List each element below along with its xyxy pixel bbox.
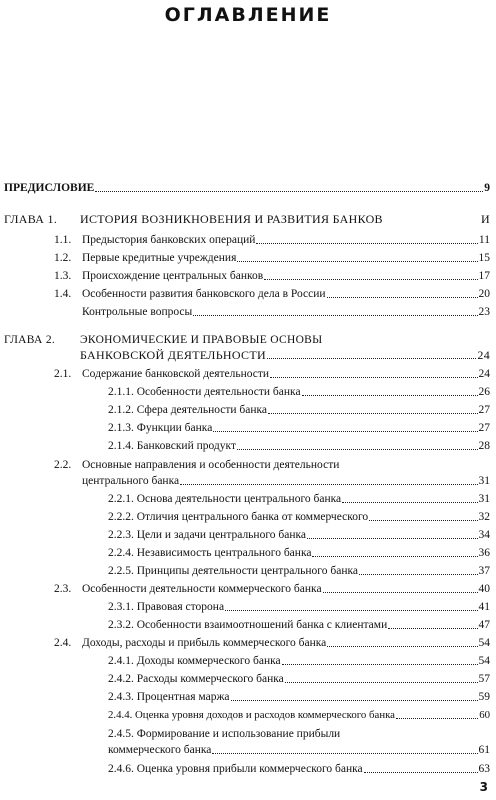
toc-entry-text: центрального банка (82, 475, 180, 487)
toc-entry[interactable] (54, 287, 490, 301)
toc-entry-number: 2.4. (54, 637, 72, 649)
leader-dots (342, 501, 477, 503)
toc-entry-text: Особенности развития банковского дела в России (82, 288, 326, 300)
toc-entry-number: 1.3. (54, 270, 72, 282)
toc-entry-page: 47 (478, 619, 490, 631)
toc-subsection[interactable] (108, 439, 490, 453)
toc-entry-text: 2.2.1. Основа деятельности центрального банка (108, 493, 342, 505)
toc-entry-page: 9 (484, 182, 490, 194)
leader-dots (323, 591, 478, 593)
toc-entry-page: 34 (478, 529, 490, 541)
toc-entry-number: 2.2. (54, 459, 72, 471)
toc-entry-page: 36 (478, 547, 490, 559)
toc-entry[interactable] (54, 233, 490, 247)
toc-entry-page: 37 (478, 565, 490, 577)
page-title: ОГЛАВЛЕНИЕ (164, 4, 332, 26)
toc-section-2-4[interactable] (54, 636, 490, 650)
toc-subsection[interactable] (108, 403, 490, 417)
toc-entry-text: 2.4.6. Оценка уровня прибыли коммерческого банка (108, 763, 363, 775)
leader-dots (95, 190, 483, 192)
toc-subsection[interactable] (108, 743, 490, 757)
toc-entry-text: Основные направления и особенности деятельности (82, 459, 340, 471)
toc-entry-text: Происхождение центральных банков (82, 270, 264, 282)
leader-dots (327, 645, 477, 647)
chapter-number: ГЛАВА 1. (4, 212, 58, 226)
toc-entry-text: 2.2.2. Отличия центрального банка от коммерческого (108, 511, 369, 523)
toc-entry-page: 27 (478, 404, 490, 416)
toc-subsection[interactable] (108, 672, 490, 686)
toc-subsection[interactable] (108, 492, 490, 506)
toc-entry-page: 17 (478, 270, 490, 282)
toc-entry-page: 59 (478, 691, 490, 703)
toc-entry-page: 23 (478, 306, 490, 318)
toc-subsection[interactable] (108, 618, 490, 632)
leader-dots (268, 412, 477, 414)
toc-subsection[interactable] (108, 654, 490, 668)
toc-entry-text: 2.4.5. Формирование и использование прибыли (108, 728, 341, 740)
chapter-title-line: ЭКОНОМИЧЕСКИЕ И ПРАВОВЫЕ ОСНОВЫ (80, 334, 323, 346)
leader-dots (307, 537, 477, 539)
toc-entry-page: 60 (479, 709, 490, 721)
leader-dots (256, 242, 478, 244)
toc-entry-text: 2.1.1. Особенности деятельности банка (108, 386, 301, 398)
toc-entry-text: 2.4.2. Расходы коммерческого банка (108, 673, 284, 685)
toc-entry-text: ПРЕДИСЛОВИЕ (4, 182, 95, 194)
toc-entry-page: 27 (478, 422, 490, 434)
toc-entry-page: 24 (478, 368, 490, 380)
toc-entry-text: 2.3.1. Правовая сторона (108, 601, 225, 613)
leader-dots (388, 627, 477, 629)
leader-dots (193, 314, 477, 316)
toc-entry-review-questions[interactable] (82, 305, 490, 319)
leader-dots (270, 376, 477, 378)
toc-entry-page: 24 (477, 348, 490, 362)
toc-entry-text: Доходы, расходы и прибыль коммерческого банка (82, 637, 327, 649)
toc-entry-text: Особенности деятельности коммерческого банка (82, 583, 322, 595)
leader-dots (237, 448, 478, 450)
leader-dots (364, 771, 478, 773)
toc-entry-number: 1.1. (54, 234, 72, 246)
toc-entry-page: 63 (478, 763, 490, 775)
chapter-title-line: БАНКОВСКОЙ ДЕЯТЕЛЬНОСТИ (80, 348, 266, 362)
toc-entry-page: 57 (478, 673, 490, 685)
page-number: 3 (479, 780, 488, 794)
toc-entry-text: 2.2.4. Независимость центрального банка (108, 547, 312, 559)
toc-entry-page: 28 (478, 440, 490, 452)
leader-dots (312, 555, 477, 557)
toc-entry-text: 2.2.5. Принципы деятельности центрального банка (108, 565, 358, 577)
toc-entry[interactable] (54, 251, 490, 265)
leader-dots (302, 394, 478, 396)
leader-dots (180, 483, 477, 485)
toc-subsection[interactable] (108, 600, 490, 614)
toc-chapter-1[interactable] (4, 212, 490, 226)
toc-entry-text: Контрольные вопросы (82, 306, 193, 318)
leader-dots (396, 717, 478, 719)
toc-entry-page: 20 (478, 288, 490, 300)
toc-section-2-2[interactable] (82, 474, 490, 488)
toc-entry-page: 15 (478, 252, 490, 264)
toc-entry-text: коммерческого банка (108, 744, 212, 756)
leader-dots (237, 260, 477, 262)
leader-dots (231, 699, 478, 701)
toc-entry[interactable] (54, 269, 490, 283)
toc-entry-page: 31 (478, 475, 490, 487)
toc-entry-text: 2.4.4. Оценка уровня доходов и расходов коммерческого банка (108, 709, 395, 721)
toc-entry-text: 2.3.2. Особенности взаимоотношений банка с клиентами (108, 619, 388, 631)
toc-entry-page: 54 (478, 655, 490, 667)
toc-section-2-1[interactable] (54, 367, 490, 381)
toc-entry-text: 2.4.3. Процентная маржа (108, 691, 230, 703)
toc-subsection[interactable] (108, 510, 490, 524)
toc-subsection[interactable] (108, 690, 490, 704)
leader-dots (369, 519, 477, 521)
leader-dots (285, 681, 478, 683)
toc-entry-number: 1.4. (54, 288, 72, 300)
toc-entry-text: 2.1.2. Сфера деятельности банка (108, 404, 268, 416)
toc-chapter-2[interactable] (80, 348, 490, 362)
chapter-number: ГЛАВА 2. (4, 334, 56, 346)
leader-dots (212, 752, 477, 754)
toc-subsection[interactable] (108, 385, 490, 399)
toc-entry-number: 2.3. (54, 583, 72, 595)
toc-entry-page: 31 (478, 493, 490, 505)
toc-subsection[interactable] (108, 762, 490, 776)
toc-entry-page: И (481, 212, 490, 226)
toc-entry-page: 54 (478, 637, 490, 649)
toc-entry-number: 2.1. (54, 368, 72, 380)
toc-entry-page: 61 (478, 744, 490, 756)
leader-dots (327, 296, 478, 298)
toc-entry-page: 26 (478, 386, 490, 398)
toc-entry-preface[interactable] (4, 181, 490, 195)
toc-entry-page: 41 (478, 601, 490, 613)
leader-dots (213, 430, 477, 432)
toc-entry-text: 2.1.4. Банковский продукт (108, 440, 236, 452)
toc-entry-page: 32 (478, 511, 490, 523)
leader-dots (359, 573, 478, 575)
leader-dots (225, 609, 477, 611)
toc-section-2-3[interactable] (54, 582, 490, 596)
toc-subsection[interactable] (108, 708, 490, 722)
toc-entry-page: 11 (478, 234, 490, 246)
chapter-title: ИСТОРИЯ ВОЗНИКНОВЕНИЯ И РАЗВИТИЯ БАНКОВ (80, 212, 383, 226)
toc-entry-text: 2.1.3. Функции банка (108, 422, 213, 434)
toc-subsection[interactable] (108, 546, 490, 560)
leader-dots (267, 357, 476, 359)
leader-dots (282, 663, 478, 665)
toc-subsection[interactable] (108, 528, 490, 542)
toc-entry-text: 2.2.3. Цели и задачи центрального банка (108, 529, 307, 541)
toc-entry-text: Первые кредитные учреждения (82, 252, 237, 264)
toc-entry-text: 2.4.1. Доходы коммерческого банка (108, 655, 281, 667)
toc-entry-number: 1.2. (54, 252, 72, 264)
toc-subsection[interactable] (108, 421, 490, 435)
toc-entry-text: Предыстория банковских операций (82, 234, 256, 246)
toc-entry-page: 40 (478, 583, 490, 595)
toc-entry-text: Содержание банковской деятельности (82, 368, 270, 380)
leader-dots (264, 278, 477, 280)
toc-subsection[interactable] (108, 564, 490, 578)
